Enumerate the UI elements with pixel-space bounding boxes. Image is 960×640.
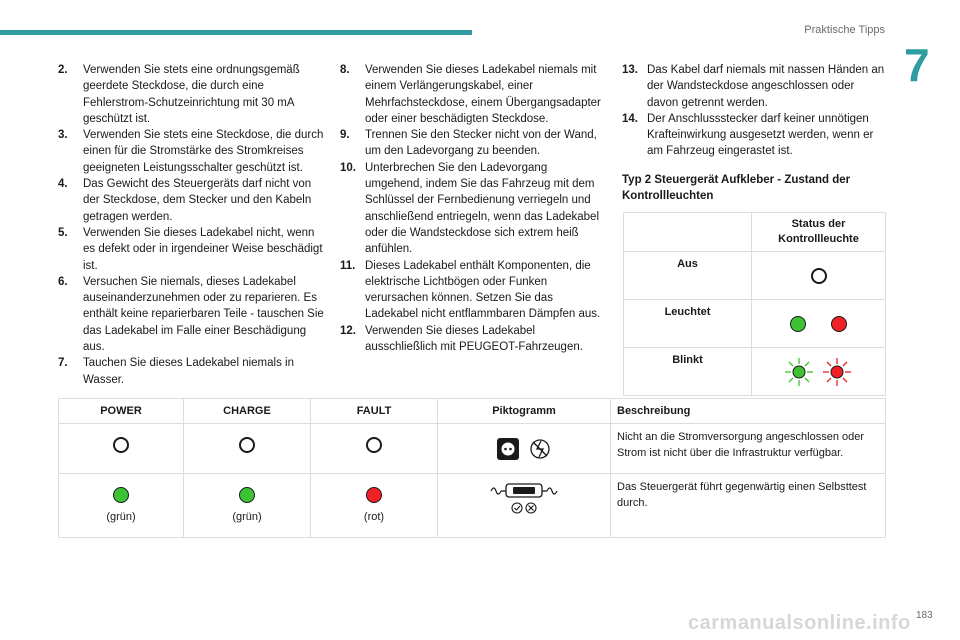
lamp-red-icon — [831, 316, 847, 332]
list-item — [340, 258, 602, 323]
item-text: Verwenden Sie stets eine Steckdose, die durch einen für die Stromstärke des Stromkreises geeigneten Leistungsschalter geschützt ist. — [83, 129, 324, 174]
section-subheading: Typ 2 Steuergerät Aufkleber - Zustand der Kontrollleuchten — [622, 173, 851, 202]
section-title: Praktische Tipps — [804, 24, 885, 36]
lamp-off-icon — [239, 437, 255, 453]
item-number: 7. — [58, 357, 68, 370]
status-legend-table — [623, 212, 886, 396]
lamp-green-icon — [113, 487, 129, 503]
list-item — [622, 62, 887, 111]
lamp-off-icon — [113, 437, 129, 453]
item-text: Dieses Ladekabel enthält Komponenten, die elektrische Lichtbögen oder Funken verursachen können. Setzen Sie das Ladekabel nicht entflammbaren Dämpfen aus. — [365, 259, 601, 321]
item-text: Trennen Sie den Stecker nicht von der Wand, um den Ladevorgang zu beenden. — [365, 129, 597, 158]
status-label: Leuchtet — [624, 300, 752, 348]
plug-and-no-power-icon — [494, 436, 554, 462]
item-text: Der Anschlussstecker darf keiner unnötigen Krafteinwirkung ausgesetzt werden, wenn er am Fahrzeug eingerastet ist. — [647, 112, 874, 158]
item-text: Verwenden Sie dieses Ladekabel nicht, wenn es defekt oder in irgendeiner Weise beschädigt ist. — [83, 226, 323, 272]
pictogram-header: Piktogramm — [438, 399, 611, 424]
instructions-column-2 — [340, 62, 602, 355]
status-header: Status der Kontrollleuchte — [752, 213, 886, 252]
description-cell: Nicht an die Stromversorgung angeschlossen oder Strom ist nicht über die Infrastruktur verfügbar. — [611, 424, 886, 474]
instructions-column-1 — [58, 62, 326, 388]
chapter-number: 7 — [904, 39, 930, 91]
watermark: carmanualsonline.info — [688, 612, 911, 634]
lamp-off-icon — [811, 268, 827, 284]
list-item — [58, 355, 326, 388]
header-accent-bar — [0, 30, 472, 35]
item-text: Verwenden Sie stets eine ordnungsgemäß geerdete Steckdose, die durch eine Fehlerstrom-Schutzeinrichtung mit 30 mA geschützt ist. — [83, 64, 300, 125]
charge-cell — [184, 474, 311, 538]
blinking-lamps-icon — [782, 355, 856, 389]
lamp-red-icon — [366, 487, 382, 503]
charge-header: CHARGE — [184, 399, 311, 424]
list-item — [58, 62, 326, 127]
instructions-column-3 — [622, 62, 887, 204]
description-cell: Das Steuergerät führt gegenwärtig einen Selbsttest durch. — [611, 474, 886, 538]
item-number: 2. — [58, 64, 68, 76]
list-item — [340, 323, 602, 356]
list-item — [622, 111, 887, 160]
lamp-steady-cell — [752, 300, 886, 348]
item-text: Verwenden Sie dieses Ladekabel niemals mit einem Verlängerungskabel, einer Mehrfachsteckdose, einem Übergangsadapter oder einer beschädigten Steckdose. — [365, 64, 601, 125]
item-number: 14. — [622, 112, 638, 125]
description-header: Beschreibung — [611, 399, 886, 424]
lamp-off-icon — [752, 252, 886, 300]
item-text: Das Gewicht des Steuergeräts darf nicht von der Steckdose, dem Stecker und den Kabeln getragen werden. — [83, 178, 312, 223]
item-number: 11. — [340, 259, 356, 272]
lamp-off-icon — [366, 437, 382, 453]
item-text: Das Kabel darf niemals mit nassen Händen an der Wandsteckdose angeschlossen oder davon getrennt werden. — [647, 64, 885, 109]
fault-cell — [311, 474, 438, 538]
list-item — [58, 127, 326, 176]
power-cell — [59, 474, 184, 538]
item-text: Tauchen Sie dieses Ladekabel niemals in Wasser. — [83, 357, 294, 386]
empty-header-cell — [624, 213, 752, 252]
item-number: 9. — [340, 129, 350, 142]
fault-header: FAULT — [311, 399, 438, 424]
lamp-green-icon — [239, 487, 255, 503]
color-label: (grün) — [232, 511, 262, 523]
item-number: 6. — [58, 275, 68, 288]
page-number: 183 — [916, 610, 933, 621]
item-text: Versuchen Sie niemals, dieses Ladekabel auseinanderzunehmen oder zu reparieren. Es enthält keine reparierbaren Teile - tauschen Sie das Ladekabel im Falle einer Beschädigung aus. — [83, 275, 324, 354]
item-number: 10. — [340, 161, 356, 174]
item-text: Unterbrechen Sie den Ladevorgang umgehend, indem Sie das Fahrzeug mit dem Schlüssel der Fernbedienung verriegeln und anschließend entriegeln, wenn das Ladekabel oder die Wandsteckdose sich extrem heiß anfühlen. — [365, 161, 599, 256]
lamp-green-icon — [790, 316, 806, 332]
item-number: 3. — [58, 129, 68, 142]
lamp-blinking-cell — [752, 348, 886, 396]
indicator-states-table — [58, 398, 886, 538]
item-number: 5. — [58, 226, 68, 239]
list-item — [340, 127, 602, 160]
power-cell — [59, 424, 184, 474]
item-text: Verwenden Sie dieses Ladekabel ausschließlich mit PEUGEOT-Fahrzeugen. — [365, 324, 583, 354]
list-item — [58, 225, 326, 274]
selftest-icon — [489, 481, 559, 517]
color-label: (rot) — [363, 511, 385, 523]
pictogram-cell — [438, 424, 611, 474]
list-item — [340, 160, 602, 258]
item-number: 4. — [58, 178, 68, 191]
item-number: 13. — [622, 64, 638, 76]
status-label: Aus — [624, 252, 752, 300]
color-label: (grün) — [106, 511, 136, 523]
power-header: POWER — [59, 399, 184, 424]
item-number: 12. — [340, 324, 356, 337]
status-label: Blinkt — [624, 348, 752, 396]
list-item — [58, 274, 326, 355]
pictogram-cell — [438, 474, 611, 538]
list-item — [58, 176, 326, 225]
item-number: 8. — [340, 64, 350, 76]
list-item — [340, 62, 602, 127]
charge-cell — [184, 424, 311, 474]
fault-cell — [311, 424, 438, 474]
